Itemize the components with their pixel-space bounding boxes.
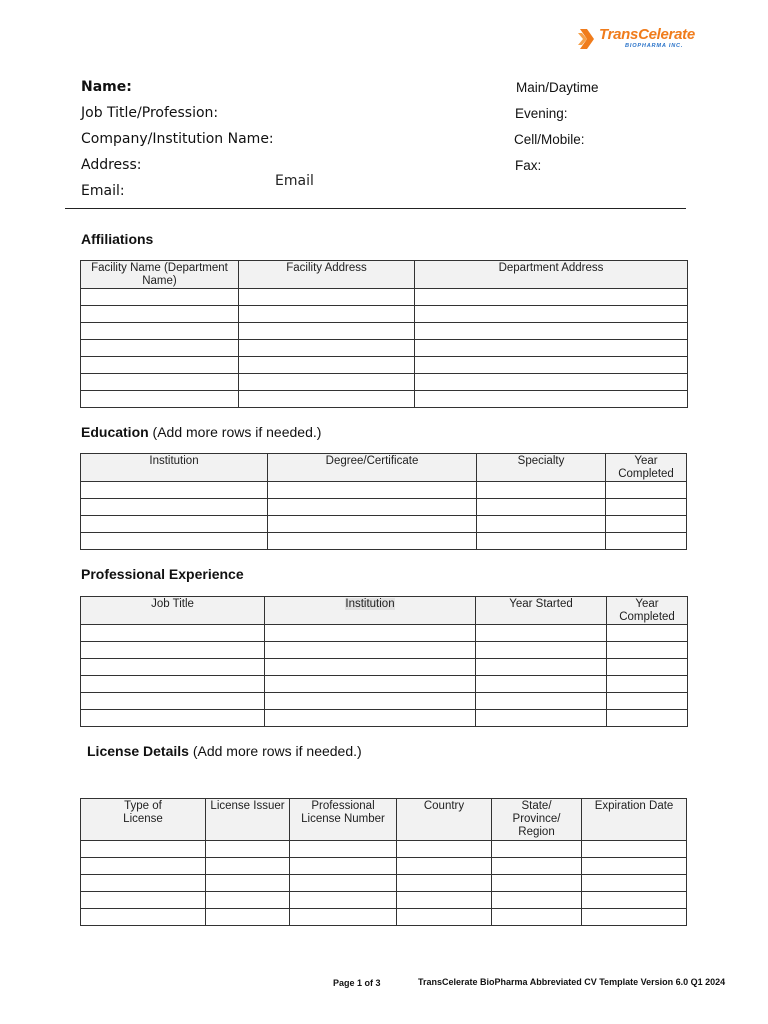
empty-cell[interactable] bbox=[290, 841, 397, 858]
empty-cell[interactable] bbox=[415, 374, 688, 391]
empty-cell[interactable] bbox=[606, 516, 687, 533]
col-year-completed: Year Completed bbox=[606, 454, 687, 482]
empty-cell[interactable] bbox=[81, 357, 239, 374]
col-institution bbox=[265, 597, 476, 625]
col-department-address: Department Address bbox=[415, 261, 688, 289]
empty-cell[interactable] bbox=[290, 909, 397, 926]
footer-page-number: Page 1 of 3 bbox=[333, 978, 381, 988]
empty-cell[interactable] bbox=[81, 909, 206, 926]
name-label: Name: bbox=[81, 79, 132, 95]
education-note: (Add more rows if needed.) bbox=[148, 424, 322, 440]
empty-cell[interactable] bbox=[265, 693, 476, 710]
transcelerate-logo bbox=[578, 26, 695, 54]
empty-cell[interactable] bbox=[81, 499, 268, 516]
empty-cell[interactable] bbox=[81, 693, 265, 710]
empty-cell[interactable] bbox=[492, 841, 582, 858]
empty-cell[interactable] bbox=[265, 676, 476, 693]
empty-cell[interactable] bbox=[606, 482, 687, 499]
empty-cell[interactable] bbox=[582, 841, 687, 858]
table-row bbox=[81, 482, 687, 499]
empty-cell[interactable] bbox=[81, 289, 239, 306]
empty-cell[interactable] bbox=[81, 659, 265, 676]
empty-cell[interactable] bbox=[477, 516, 606, 533]
evening-label: Evening: bbox=[515, 106, 568, 121]
empty-cell[interactable] bbox=[582, 892, 687, 909]
empty-cell[interactable] bbox=[476, 676, 607, 693]
empty-cell[interactable] bbox=[476, 659, 607, 676]
empty-cell[interactable] bbox=[81, 858, 206, 875]
empty-cell[interactable] bbox=[81, 323, 239, 340]
empty-cell[interactable] bbox=[397, 858, 492, 875]
empty-cell[interactable] bbox=[290, 875, 397, 892]
empty-cell[interactable] bbox=[239, 340, 415, 357]
empty-cell[interactable] bbox=[81, 516, 268, 533]
email-label: Email: bbox=[81, 183, 125, 199]
empty-cell[interactable] bbox=[415, 391, 688, 408]
empty-cell[interactable] bbox=[492, 909, 582, 926]
main-daytime-label: Main/Daytime bbox=[516, 80, 599, 95]
logo-text: TransCelerate bbox=[599, 26, 695, 43]
license-heading bbox=[87, 743, 362, 759]
empty-cell[interactable] bbox=[415, 289, 688, 306]
address-label: Address: bbox=[81, 157, 142, 173]
empty-cell[interactable] bbox=[415, 340, 688, 357]
education-title: Education bbox=[81, 424, 149, 440]
empty-cell[interactable] bbox=[239, 357, 415, 374]
col-state-province-region bbox=[492, 799, 582, 841]
col-type-of-license bbox=[81, 799, 206, 841]
empty-cell[interactable] bbox=[265, 710, 476, 727]
empty-cell[interactable] bbox=[206, 892, 290, 909]
empty-cell[interactable] bbox=[606, 533, 687, 550]
empty-cell[interactable] bbox=[415, 306, 688, 323]
empty-cell[interactable] bbox=[607, 642, 688, 659]
empty-cell[interactable] bbox=[239, 374, 415, 391]
table-row bbox=[81, 289, 688, 306]
table-row bbox=[81, 710, 688, 727]
footer-version: TransCelerate BioPharma Abbreviated CV Template Version 6.0 Q1 2024 bbox=[418, 977, 726, 987]
logo-chevron-icon bbox=[578, 27, 598, 51]
cell-mobile-label: Cell/Mobile: bbox=[514, 132, 585, 147]
empty-cell[interactable] bbox=[81, 306, 239, 323]
empty-cell[interactable] bbox=[81, 892, 206, 909]
license-note: (Add more rows if needed.) bbox=[188, 743, 362, 759]
col-country: Country bbox=[397, 799, 492, 841]
col-job-title: Job Title bbox=[81, 597, 265, 625]
table-row bbox=[81, 374, 688, 391]
empty-cell[interactable] bbox=[290, 892, 397, 909]
experience-title: Professional Experience bbox=[81, 566, 244, 582]
empty-cell[interactable] bbox=[476, 693, 607, 710]
empty-cell[interactable] bbox=[607, 693, 688, 710]
empty-cell[interactable] bbox=[607, 659, 688, 676]
empty-cell[interactable] bbox=[268, 482, 477, 499]
empty-cell[interactable] bbox=[477, 499, 606, 516]
table-row bbox=[81, 642, 688, 659]
empty-cell[interactable] bbox=[239, 289, 415, 306]
empty-cell[interactable] bbox=[81, 533, 268, 550]
empty-cell[interactable] bbox=[476, 710, 607, 727]
empty-cell[interactable] bbox=[415, 357, 688, 374]
col-type-of-license-label: Type of License bbox=[123, 800, 163, 825]
col-degree: Degree/Certificate bbox=[268, 454, 477, 482]
table-row bbox=[81, 533, 687, 550]
empty-cell[interactable] bbox=[81, 482, 268, 499]
empty-cell[interactable] bbox=[81, 340, 239, 357]
empty-cell[interactable] bbox=[477, 482, 606, 499]
experience-heading bbox=[81, 566, 244, 582]
table-row bbox=[81, 858, 687, 875]
empty-cell[interactable] bbox=[607, 710, 688, 727]
empty-cell[interactable] bbox=[206, 875, 290, 892]
license-title: License Details bbox=[87, 743, 189, 759]
empty-cell[interactable] bbox=[206, 909, 290, 926]
empty-cell[interactable] bbox=[81, 875, 206, 892]
table-row bbox=[81, 909, 687, 926]
affiliations-table bbox=[80, 260, 688, 408]
empty-cell[interactable] bbox=[239, 306, 415, 323]
empty-cell[interactable] bbox=[206, 841, 290, 858]
header-divider bbox=[65, 208, 686, 209]
empty-cell[interactable] bbox=[607, 676, 688, 693]
empty-cell[interactable] bbox=[290, 858, 397, 875]
empty-cell[interactable] bbox=[582, 875, 687, 892]
col-year-completed: Year Completed bbox=[607, 597, 688, 625]
empty-cell[interactable] bbox=[492, 892, 582, 909]
empty-cell[interactable] bbox=[415, 323, 688, 340]
empty-cell[interactable] bbox=[268, 516, 477, 533]
col-state-province-region-label: State/ Province/ Region bbox=[512, 800, 561, 838]
col-year-started: Year Started bbox=[476, 597, 607, 625]
empty-cell[interactable] bbox=[492, 858, 582, 875]
empty-cell[interactable] bbox=[81, 841, 206, 858]
company-label: Company/Institution Name: bbox=[81, 131, 274, 147]
table-row bbox=[81, 323, 688, 340]
table-row bbox=[81, 340, 688, 357]
empty-cell[interactable] bbox=[265, 642, 476, 659]
empty-cell[interactable] bbox=[81, 374, 239, 391]
empty-cell[interactable] bbox=[268, 499, 477, 516]
empty-cell[interactable] bbox=[265, 625, 476, 642]
table-row bbox=[81, 625, 688, 642]
empty-cell[interactable] bbox=[492, 875, 582, 892]
empty-cell[interactable] bbox=[397, 841, 492, 858]
table-row bbox=[81, 676, 688, 693]
license-table bbox=[80, 798, 687, 926]
job-title-label: Job Title/Profession: bbox=[81, 105, 219, 121]
empty-cell[interactable] bbox=[206, 858, 290, 875]
table-row bbox=[81, 499, 687, 516]
empty-cell[interactable] bbox=[397, 909, 492, 926]
fax-label: Fax: bbox=[515, 158, 542, 173]
empty-cell[interactable] bbox=[606, 499, 687, 516]
table-row bbox=[81, 391, 688, 408]
logo-subtext: BIOPHARMA INC. bbox=[625, 43, 684, 49]
col-institution: Institution bbox=[81, 454, 268, 482]
empty-cell[interactable] bbox=[239, 323, 415, 340]
empty-cell[interactable] bbox=[582, 858, 687, 875]
experience-table bbox=[80, 596, 688, 727]
col-specialty: Specialty bbox=[477, 454, 606, 482]
col-facility-name: Facility Name (Department Name) bbox=[81, 261, 239, 289]
empty-cell[interactable] bbox=[476, 642, 607, 659]
table-row bbox=[81, 306, 688, 323]
empty-cell[interactable] bbox=[582, 909, 687, 926]
table-row bbox=[81, 659, 688, 676]
table-row bbox=[81, 693, 688, 710]
empty-cell[interactable] bbox=[397, 892, 492, 909]
email-overlap-text: Email bbox=[275, 173, 314, 185]
empty-cell[interactable] bbox=[81, 710, 265, 727]
col-license-issuer: License Issuer bbox=[206, 799, 290, 841]
affiliations-title: Affiliations bbox=[81, 231, 154, 247]
empty-cell[interactable] bbox=[265, 659, 476, 676]
empty-cell[interactable] bbox=[397, 875, 492, 892]
education-heading bbox=[81, 424, 321, 440]
empty-cell[interactable] bbox=[81, 676, 265, 693]
col-expiration-date: Expiration Date bbox=[582, 799, 687, 841]
col-facility-address: Facility Address bbox=[239, 261, 415, 289]
table-row bbox=[81, 516, 687, 533]
empty-cell[interactable] bbox=[239, 391, 415, 408]
empty-cell[interactable] bbox=[81, 642, 265, 659]
affiliations-heading bbox=[81, 231, 153, 247]
empty-cell[interactable] bbox=[477, 533, 606, 550]
education-table bbox=[80, 453, 687, 550]
table-row bbox=[81, 875, 687, 892]
table-row bbox=[81, 357, 688, 374]
empty-cell[interactable] bbox=[607, 625, 688, 642]
empty-cell[interactable] bbox=[476, 625, 607, 642]
table-row bbox=[81, 841, 687, 858]
empty-cell[interactable] bbox=[81, 391, 239, 408]
empty-cell[interactable] bbox=[81, 625, 265, 642]
empty-cell[interactable] bbox=[268, 533, 477, 550]
col-institution-label: Institution bbox=[345, 598, 395, 610]
table-row bbox=[81, 892, 687, 909]
col-license-number: Professional License Number bbox=[290, 799, 397, 841]
